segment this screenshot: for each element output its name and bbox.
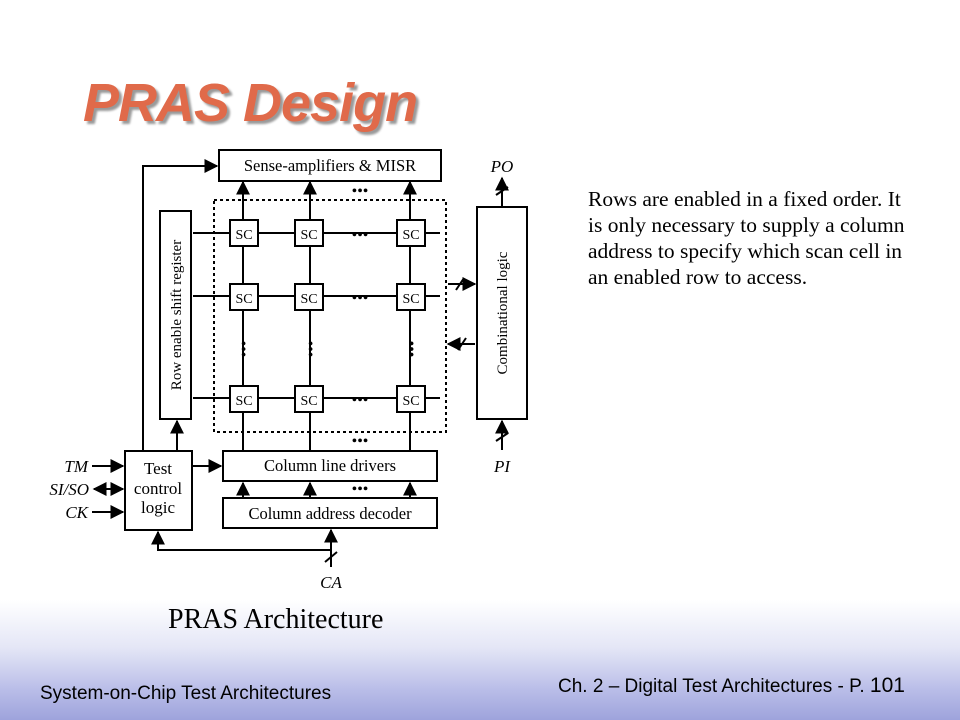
scan-cell xyxy=(295,284,323,310)
col-decoder-label: Column address decoder xyxy=(248,504,412,523)
figure-caption: PRAS Architecture xyxy=(168,604,384,635)
test-ctrl-line-3: logic xyxy=(141,498,175,517)
ck-signal xyxy=(65,503,123,522)
svg-text:SC: SC xyxy=(300,228,318,243)
column-address-decoder-block xyxy=(223,498,437,528)
svg-text:SC: SC xyxy=(402,292,420,307)
row-enable-shift-register xyxy=(160,211,191,419)
footer-course-title: System-on-Chip Test Architectures xyxy=(40,683,332,704)
decoder-to-driver-arrows xyxy=(243,483,410,498)
svg-text:SC: SC xyxy=(402,394,420,409)
sense-amplifiers-label: Sense-amplifiers & MISR xyxy=(243,156,417,175)
ellipsis-row-3: ••• xyxy=(351,392,369,409)
row-shift-label: Row enable shift register xyxy=(169,239,185,391)
scan-cell xyxy=(295,386,323,412)
svg-text:SC: SC xyxy=(300,394,318,409)
array-comb-buses xyxy=(448,278,475,350)
ellipsis-col-2: ••• xyxy=(301,340,318,358)
test-ctrl-line-1: Test xyxy=(143,459,173,478)
scan-cell xyxy=(295,220,323,246)
svg-text:SC: SC xyxy=(235,394,253,409)
ellipsis-row-2: ••• xyxy=(351,290,369,307)
scan-cell-grid xyxy=(230,220,425,412)
scan-cell xyxy=(397,386,425,412)
po-signal xyxy=(490,157,514,207)
footer-chapter xyxy=(558,674,905,698)
svg-text:SC: SC xyxy=(235,292,253,307)
scan-cell xyxy=(230,284,258,310)
po-label: PO xyxy=(490,157,514,176)
pi-signal xyxy=(493,421,511,476)
tm-signal xyxy=(64,457,123,476)
sense-amplifiers-block xyxy=(219,150,441,181)
si-so-label: SI/SO xyxy=(49,480,89,499)
ck-label: CK xyxy=(65,503,88,522)
scan-cell xyxy=(230,220,258,246)
column-lines xyxy=(243,182,410,452)
pi-label: PI xyxy=(493,457,511,476)
row-lines xyxy=(193,233,440,398)
ca-bus xyxy=(158,530,342,592)
tm-label: TM xyxy=(64,457,88,476)
scan-cell xyxy=(397,284,425,310)
svg-text:SC: SC xyxy=(300,292,318,307)
svg-text:SC: SC xyxy=(402,228,420,243)
si-so-signal xyxy=(49,480,123,499)
svg-text:SC: SC xyxy=(235,228,253,243)
comb-logic-label: Combinational logic xyxy=(495,251,511,375)
test-ctrl-line-2: control xyxy=(133,479,183,498)
ellipsis-col-3: ••• xyxy=(402,340,419,358)
ellipsis-top: ••• xyxy=(351,183,369,200)
col-drivers-label: Column line drivers xyxy=(264,456,396,475)
ellipsis-row-1: ••• xyxy=(351,227,369,244)
test-control-logic-block xyxy=(125,451,192,530)
description-text: Rows are enabled in a fixed order. It is only necessary to supply a column address to specify which scan cell in an enabled row to access. xyxy=(588,187,905,289)
ellipsis-drivers: ••• xyxy=(351,433,369,450)
column-line-drivers-block xyxy=(223,451,437,481)
footer-chapter-text: Ch. 2 – Digital Test Architectures - P. xyxy=(558,676,865,697)
scan-cell xyxy=(397,220,425,246)
ca-label: CA xyxy=(320,573,342,592)
scan-cell xyxy=(230,386,258,412)
page-number: 101 xyxy=(869,674,905,697)
slide-title: PRAS Design xyxy=(83,73,418,133)
combinational-logic-block xyxy=(477,207,527,419)
ellipsis-col-1: ••• xyxy=(234,340,251,358)
ellipsis-decoder: ••• xyxy=(351,481,369,498)
